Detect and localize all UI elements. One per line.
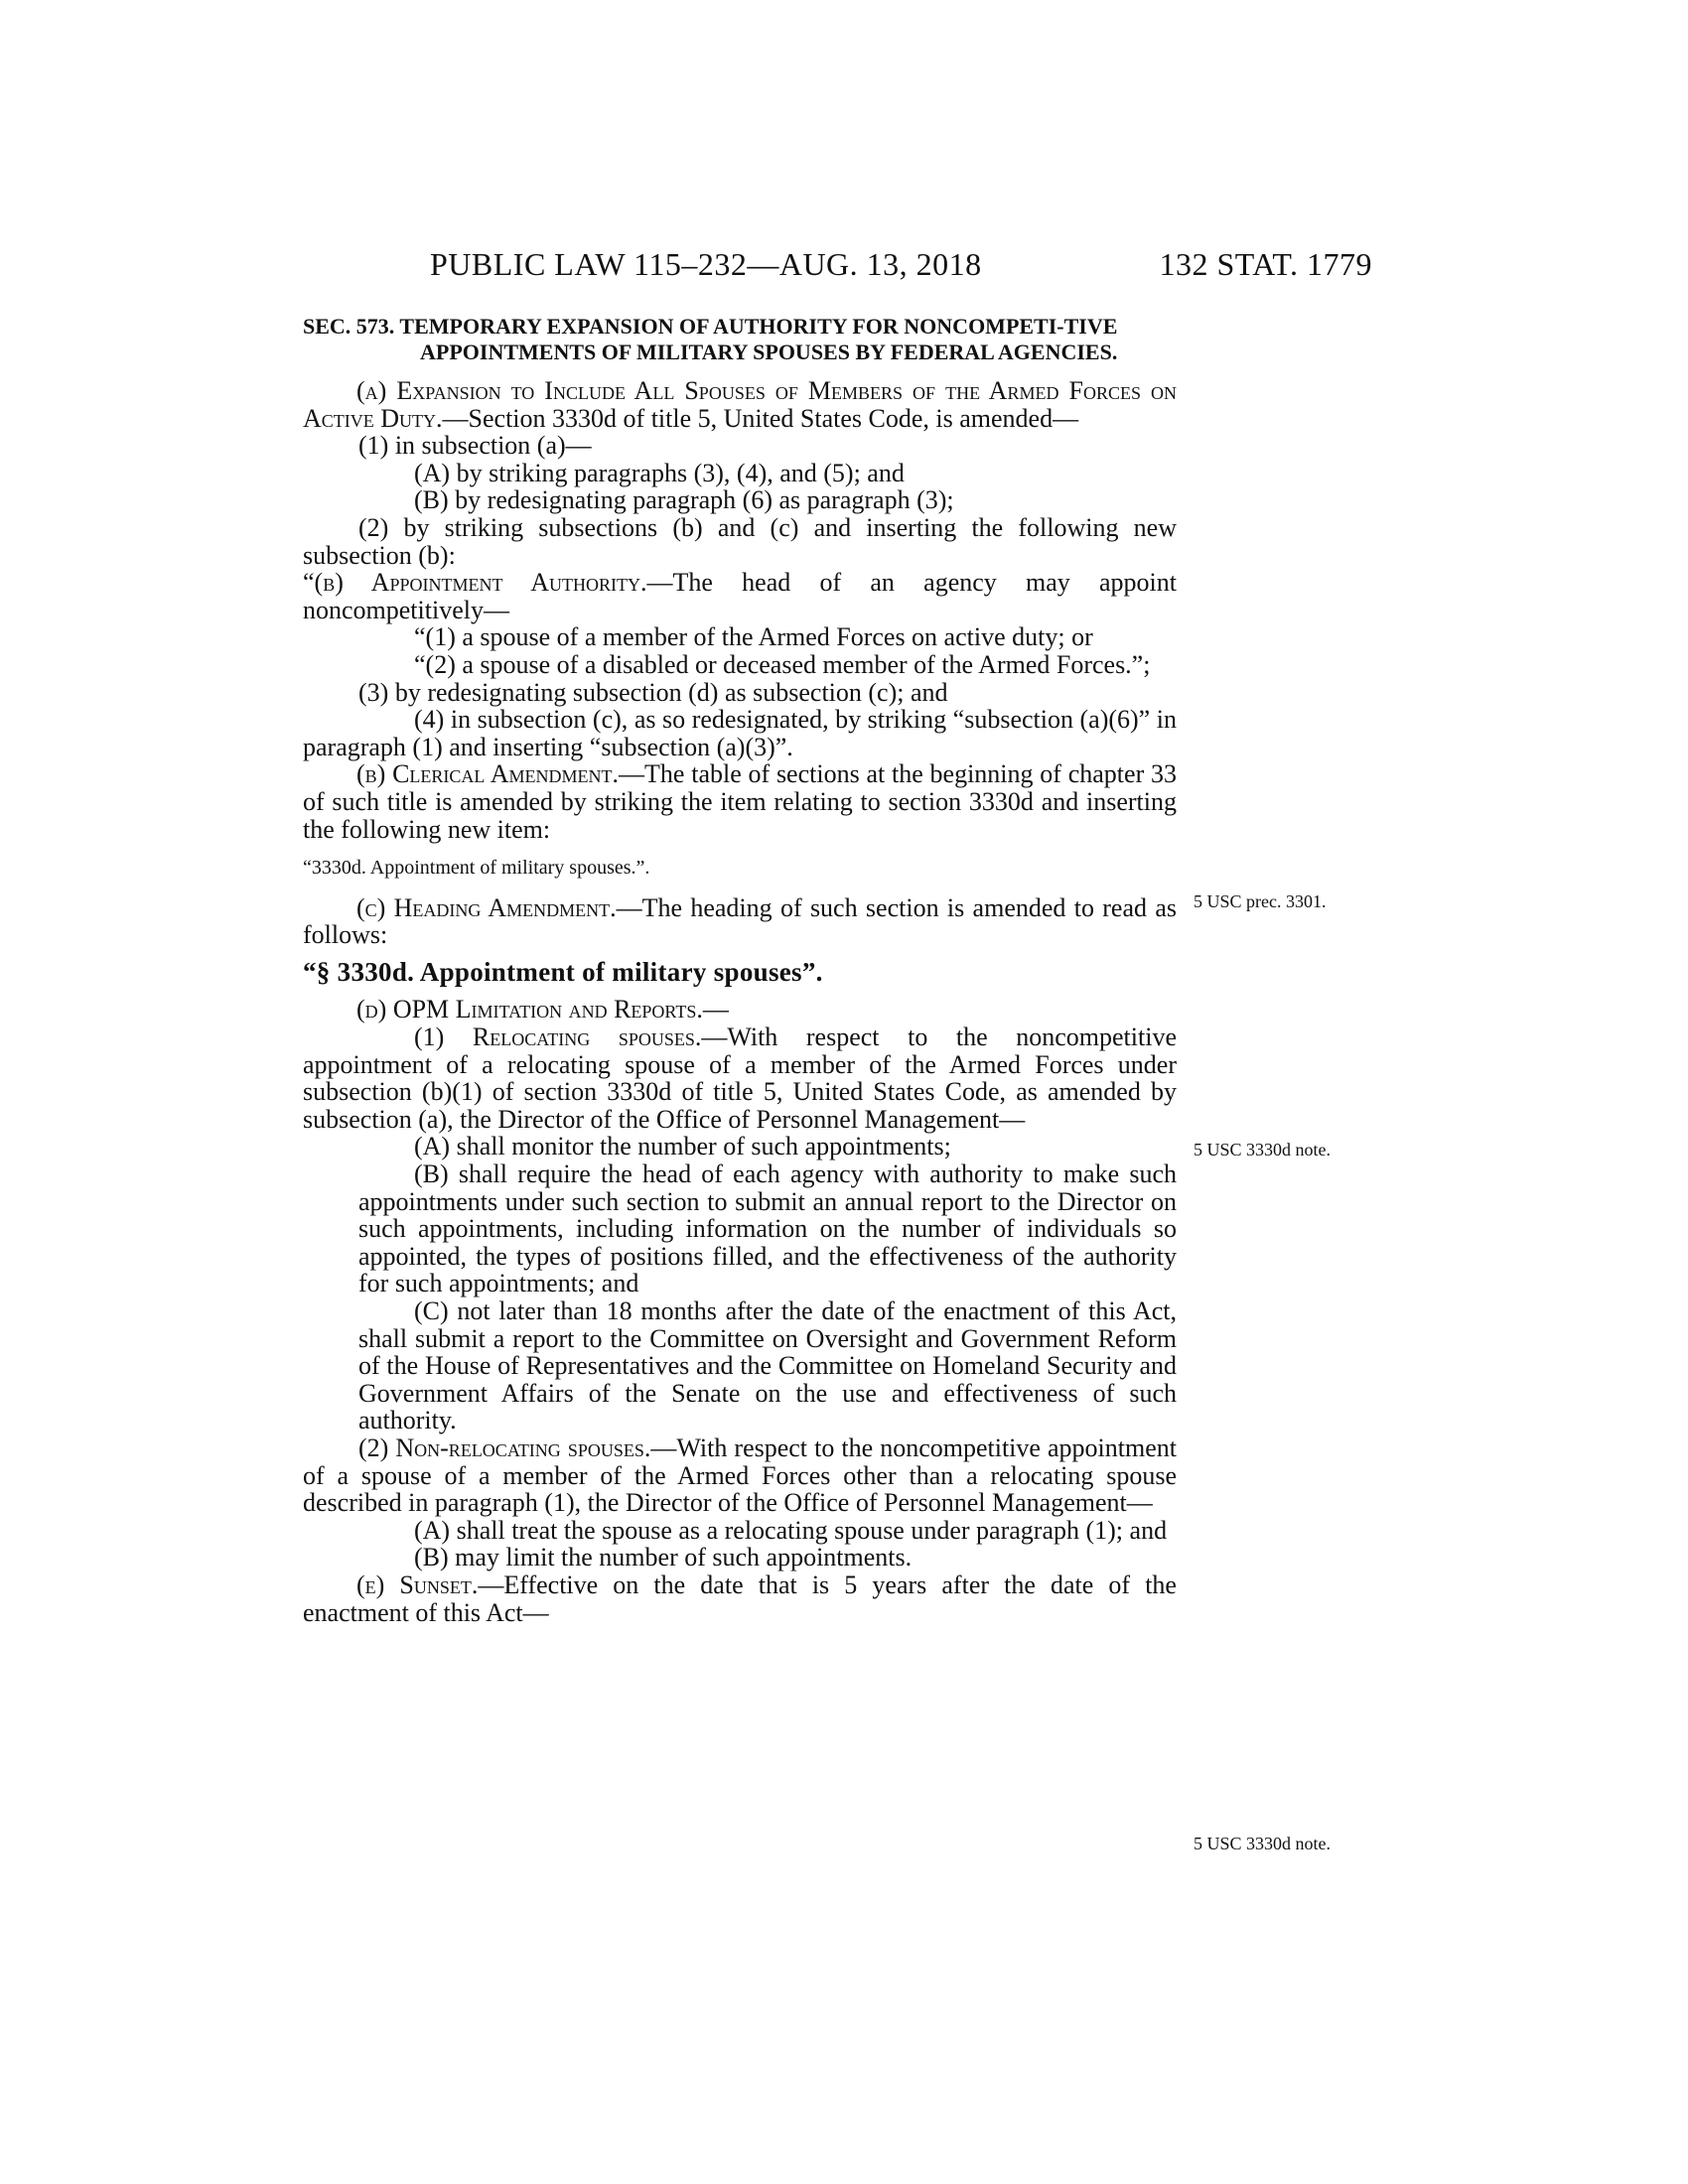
table-item: “3330d. Appointment of military spouses.”. bbox=[303, 857, 650, 880]
paragraph-d1C: (C) not later than 18 months after the date of the enactment of this Act, shall submit a report to the Committee on Oversight and Government Reform of the House of Representatives and the Committee on Homeland Security and Government Affairs of the Senate on the use and effectiveness of such authority. bbox=[358, 1297, 1177, 1435]
margin-note-prec-3301: 5 USC prec. 3301. bbox=[1194, 891, 1327, 911]
subsection-d-text: — bbox=[702, 995, 729, 1024]
subsection-e-text: —Effective on the date that is 5 years after the date of the enactment of this Act— bbox=[303, 1570, 1177, 1627]
paragraph-d2-heading: (2) Non-relocating spouses. bbox=[358, 1433, 651, 1462]
subsection-b bbox=[303, 760, 1177, 843]
quoted-subsection-b-text: —The head of an agency may appoint noncompetitively— bbox=[303, 568, 1177, 624]
paragraph-d1A: (A) shall monitor the number of such appointments; bbox=[414, 1132, 951, 1161]
section-heading: SEC. 573. TEMPORARY EXPANSION OF AUTHORITY FOR NONCOMPETI-TIVE APPOINTMENTS OF MILITARY SPOUSES BY FEDERAL AGENCIES. bbox=[303, 314, 1118, 364]
paragraph-d2A: (A) shall treat the spouse as a relocating spouse under paragraph (1); and bbox=[414, 1515, 1168, 1545]
new-section-heading: “§ 3330d. Appointment of military spouses”. bbox=[303, 956, 823, 987]
paragraph-d2B: (B) may limit the number of such appointments. bbox=[414, 1543, 913, 1572]
paragraph-d1B: (B) shall require the head of each agency with authority to make such appointments under such section to submit an annual report to the Director on such appointments, including information on the number of individuals so appointed, the types of positions filled, and the effectiveness of the authority for such appointments; and bbox=[358, 1160, 1177, 1298]
margin-note-3330d-note-sunset: 5 USC 3330d note. bbox=[1194, 1834, 1332, 1853]
quoted-paragraph-2: “(2) a spouse of a disabled or deceased member of the Armed Forces.”; bbox=[414, 649, 1151, 679]
quoted-subsection-b bbox=[303, 569, 1177, 623]
subsection-d bbox=[303, 996, 1177, 1024]
subsection-a-text: —Section 3330d of title 5, United States Code, is amended— bbox=[442, 403, 1079, 433]
page-header bbox=[298, 246, 1372, 290]
paragraph-a1B: (B) by redesignating paragraph (6) as paragraph (3); bbox=[414, 485, 954, 515]
subsection-a-heading: (a) Expansion to Include All Spouses of Members of the Armed Forces on Active Duty. bbox=[303, 376, 1177, 433]
paragraph-d1-text: —With respect to the noncompetitive appointment of a relocating spouse of a member of the Armed Forces under subsection (b)(1) of section 3330d of title 5, United States Code, as amended by subsection (a), the Director of the Office of Personnel Management— bbox=[303, 1023, 1177, 1134]
quoted-paragraph-1: “(1) a spouse of a member of the Armed Forces on active duty; or bbox=[414, 622, 1093, 652]
paragraph-d2-text: —With respect to the noncompetitive appointment of a spouse of a member of the Armed Forces other than a relocating spouse described in paragraph (1), the Director of the Office of Personnel Management— bbox=[303, 1433, 1177, 1518]
paragraph-d1 bbox=[247, 1024, 1177, 1133]
subsection-d-heading: (d) OPM Limitation and Reports. bbox=[356, 995, 703, 1024]
subsection-c-heading: (c) Heading Amendment. bbox=[356, 892, 617, 922]
subsection-b-text: —The table of sections at the beginning of chapter 33 of such title is amended by striking the item relating to section 3330d and inserting the following new item: bbox=[303, 759, 1177, 844]
subsection-e-heading: (e) Sunset. bbox=[356, 1570, 479, 1599]
public-law-title: PUBLIC LAW 115–232—AUG. 13, 2018 bbox=[430, 246, 982, 282]
subsection-e bbox=[303, 1571, 1177, 1626]
paragraph-a1: (1) in subsection (a)— bbox=[358, 431, 592, 461]
paragraph-a3: (3) by redesignating subsection (d) as subsection (c); and bbox=[358, 677, 948, 707]
margin-note-3330d-note: 5 USC 3330d note. bbox=[1194, 1140, 1332, 1160]
paragraph-d1-heading: (1) Relocating spouses. bbox=[414, 1023, 702, 1052]
statute-page-number: 132 STAT. 1779 bbox=[1159, 246, 1372, 282]
paragraph-a4: (4) in subsection (c), as so redesignated, by striking “subsection (a)(6)” in paragraph (1) and inserting “subsection (a)(3)”. bbox=[303, 705, 1177, 761]
document-body bbox=[303, 314, 1177, 1626]
subsection-c-text: —The heading of such section is amended to read as follows: bbox=[303, 892, 1177, 950]
quoted-subsection-b-heading: “(b) Appointment Authority. bbox=[303, 568, 647, 598]
paragraph-d2 bbox=[303, 1434, 1177, 1517]
paragraph-a2: (2) by striking subsections (b) and (c) and inserting the following new subsection (b): bbox=[303, 512, 1177, 570]
subsection-b-heading: (b) Clerical Amendment. bbox=[356, 759, 620, 789]
subsection-a bbox=[303, 377, 1177, 432]
paragraph-a1A: (A) by striking paragraphs (3), (4), and (5); and bbox=[414, 458, 905, 487]
subsection-c bbox=[303, 894, 1177, 949]
